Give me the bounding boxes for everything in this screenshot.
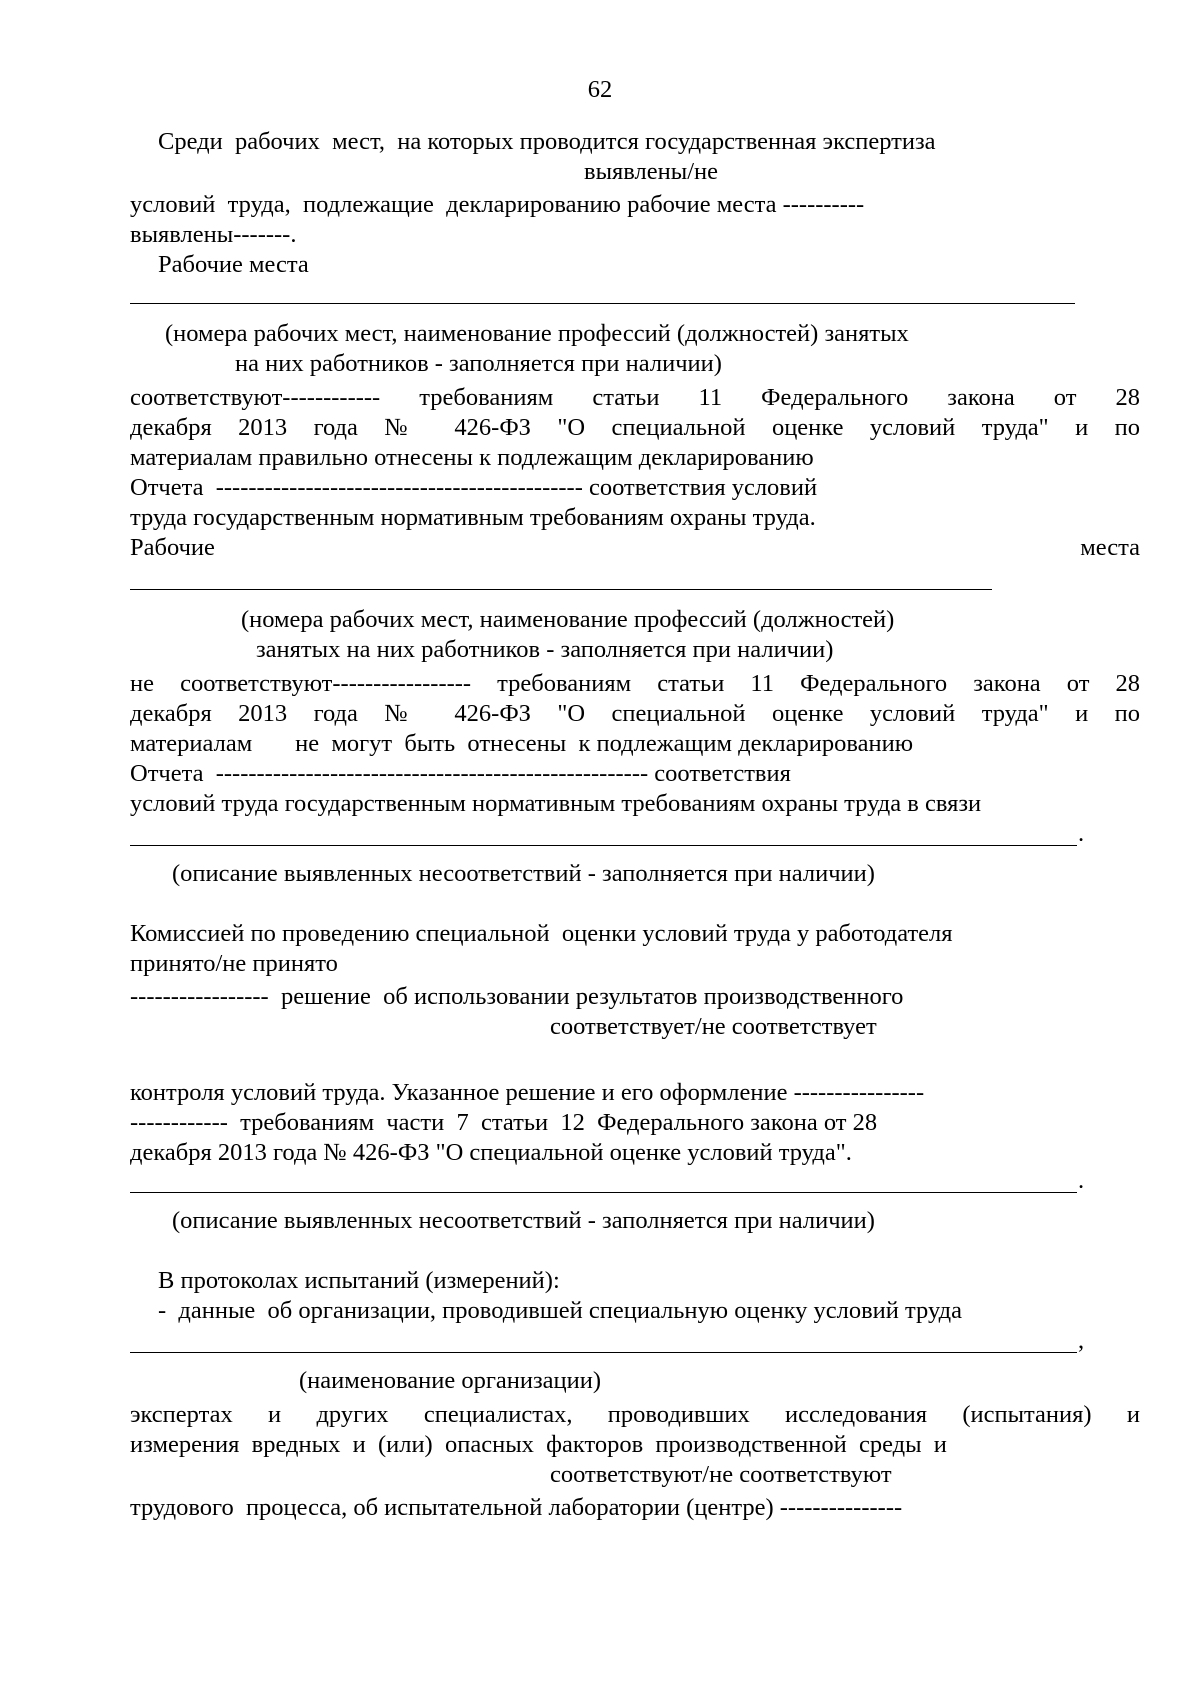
fill-in-line — [130, 1192, 1077, 1193]
text-line: декабря 2013 года № 426-ФЗ "О специальной оценке условий труда". — [130, 1139, 852, 1166]
text-line: Рабочие места — [158, 251, 309, 278]
text-line: выявлены/не — [584, 158, 719, 185]
text-line: не соответствуют----------------- требованиям статьи 11 Федерального закона от 28 — [130, 670, 1140, 697]
period: . — [1078, 1167, 1085, 1194]
text-line: трудового процесса, об испытательной лаборатории (центре) --------------- — [130, 1494, 903, 1521]
text-line: места — [1080, 534, 1140, 561]
text-line: материалам не могут быть отнесены к подлежащим декларированию — [130, 730, 913, 757]
fill-in-line — [130, 1352, 1077, 1353]
text-line: Рабочие — [130, 534, 215, 561]
caption-line: (наименование организации) — [299, 1367, 602, 1394]
text-line: выявлены-------. — [130, 221, 297, 248]
text-line: соответствуют------------ требованиям статьи 11 Федерального закона от 28 — [130, 384, 1140, 411]
caption-line: занятых на них работников - заполняется при наличии) — [256, 636, 834, 663]
text-line: ----------------- решение об использовании результатов производственного — [130, 983, 904, 1010]
text-line: условий труда государственным нормативным требованиям охраны труда в связи — [130, 790, 982, 817]
text-line: ------------ требованиям части 7 статьи 12 Федерального закона от 28 — [130, 1109, 878, 1136]
text-line: декабря 2013 года № 426-ФЗ "О специальной оценке условий труда" и по — [130, 700, 1140, 727]
text-line: Отчета --------------------------------------------- соответствия условий — [130, 474, 818, 501]
caption-line: (описание выявленных несоответствий - заполняется при наличии) — [172, 1207, 875, 1234]
text-line: экспертах и других специалистах, проводивших исследования (испытания) и — [130, 1401, 1140, 1428]
text-line: условий труда, подлежащие декларированию рабочие места ---------- — [130, 191, 865, 218]
text-line: контроля условий труда. Указанное решение и его оформление ---------------- — [130, 1079, 925, 1106]
text-line: В протоколах испытаний (измерений): — [158, 1267, 560, 1294]
text-line: материалам правильно отнесены к подлежащим декларированию — [130, 444, 814, 471]
caption-line: (описание выявленных несоответствий - заполняется при наличии) — [172, 860, 875, 887]
caption-line: на них работников - заполняется при наличии) — [235, 350, 722, 377]
text-line: Отчета ----------------------------------------------------- соответствия — [130, 760, 791, 787]
text-line: труда государственным нормативным требованиям охраны труда. — [130, 504, 816, 531]
caption-line: соответствуют/не соответствуют — [550, 1461, 892, 1488]
page-number: 62 — [587, 76, 613, 103]
comma: , — [1078, 1327, 1085, 1354]
fill-in-line — [130, 845, 1077, 846]
text-line: - данные об организации, проводившей специальную оценку условий труда — [158, 1297, 962, 1324]
text-line: Комиссией по проведению специальной оценки условий труда у работодателя — [130, 920, 953, 947]
text-line: измерения вредных и (или) опасных факторов производственной среды и — [130, 1431, 947, 1458]
text-line: принято/не принято — [130, 950, 338, 977]
text-line: Среди рабочих мест, на которых проводится государственная экспертиза — [158, 128, 936, 155]
text-line: декабря 2013 года № 426-ФЗ "О специальной оценке условий труда" и по — [130, 414, 1140, 441]
caption-line: (номера рабочих мест, наименование профессий (должностей) — [241, 606, 895, 633]
fill-in-line — [130, 589, 992, 590]
caption-line: соответствует/не соответствует — [550, 1013, 877, 1040]
fill-in-line — [130, 303, 1075, 304]
caption-line: (номера рабочих мест, наименование профессий (должностей) занятых — [165, 320, 909, 347]
period: . — [1078, 820, 1085, 847]
